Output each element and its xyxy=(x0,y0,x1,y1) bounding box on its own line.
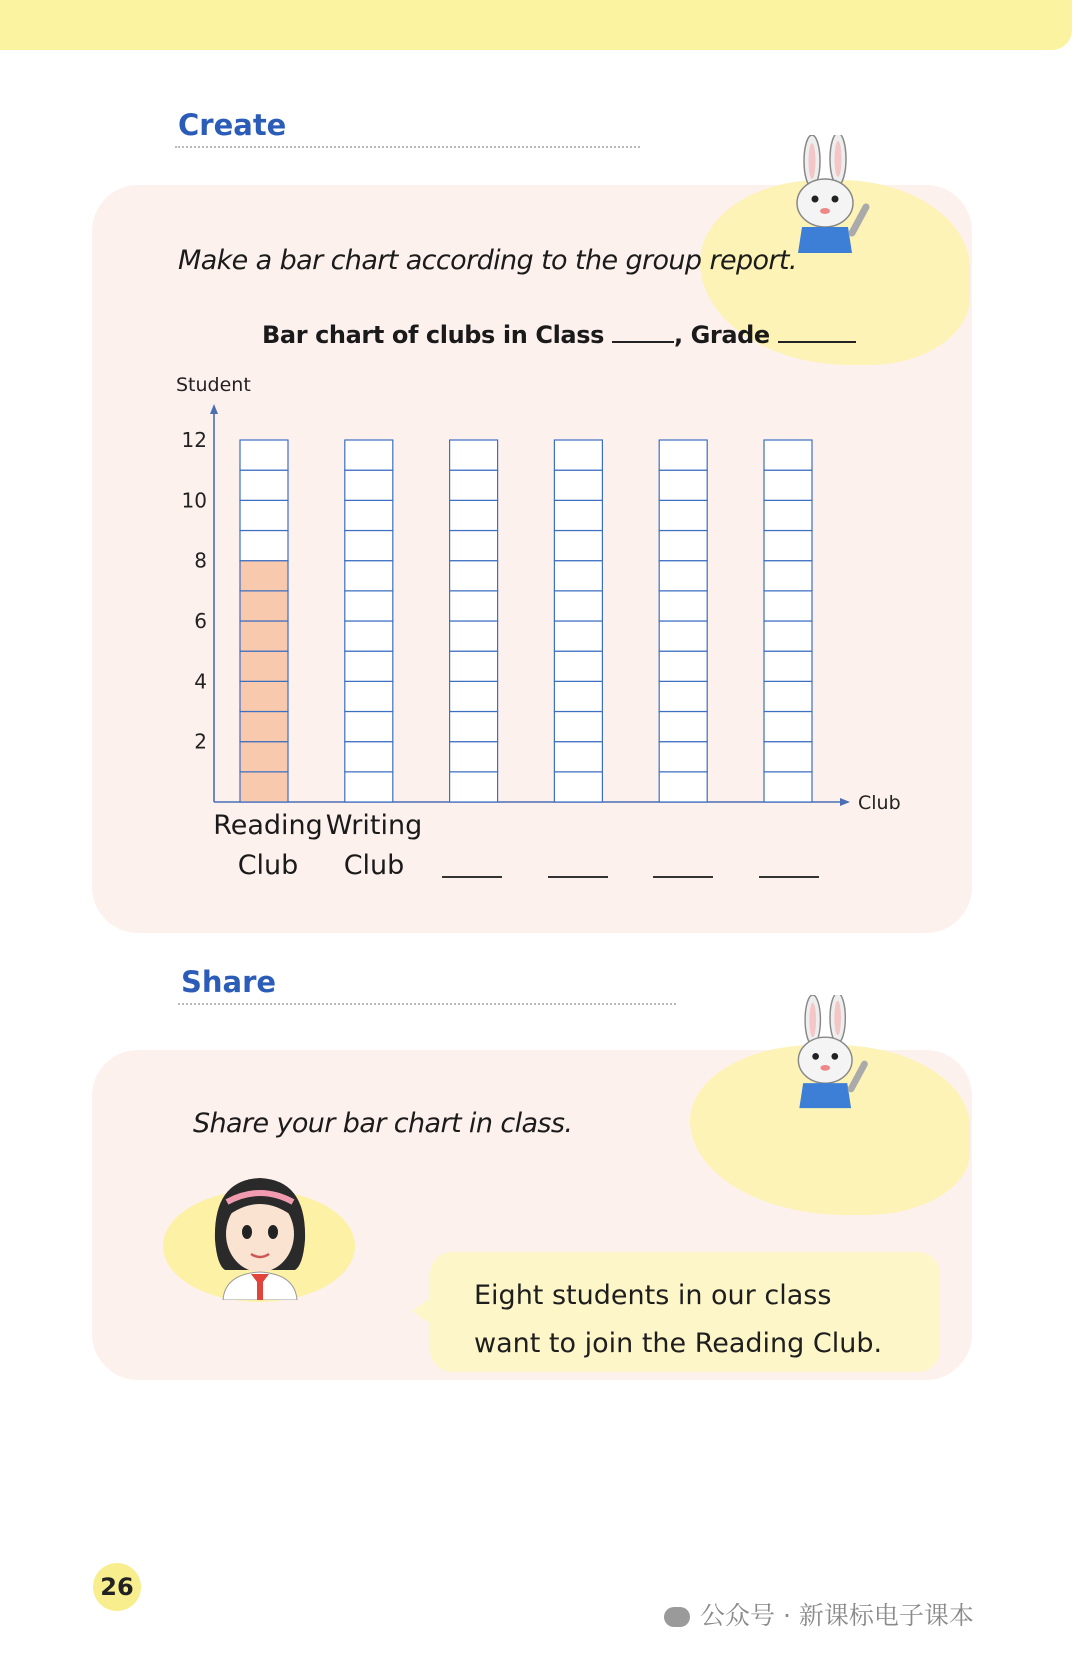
wechat-icon xyxy=(664,1607,690,1627)
bar-cell xyxy=(240,440,288,470)
bar-cell xyxy=(659,621,707,651)
y-tick-label: 8 xyxy=(194,548,207,573)
bar-cell xyxy=(450,470,498,500)
bar-cell xyxy=(450,561,498,591)
bar-cell xyxy=(345,651,393,681)
bar-cell xyxy=(764,621,812,651)
bar-cell xyxy=(554,440,602,470)
speech-text xyxy=(474,1272,882,1368)
bar-cell-filled xyxy=(240,561,288,591)
bar-cell xyxy=(450,440,498,470)
bar-cell xyxy=(345,712,393,742)
bar-cell xyxy=(450,772,498,802)
x-axis-label: Club xyxy=(858,792,901,814)
bar-cell xyxy=(450,712,498,742)
bar-cell-filled xyxy=(240,591,288,621)
bar-cell xyxy=(345,681,393,711)
bar-cell-filled xyxy=(240,651,288,681)
girl-avatar-icon xyxy=(205,1170,315,1300)
bar-cell xyxy=(764,561,812,591)
category-label-line: Writing xyxy=(325,810,423,841)
bar-cell-filled xyxy=(240,712,288,742)
category-label-line: Club xyxy=(343,850,405,881)
bar-cell xyxy=(345,500,393,530)
bar-cell xyxy=(450,500,498,530)
bar-cell xyxy=(764,772,812,802)
x-axis-arrow xyxy=(840,798,850,806)
category-blank-5[interactable] xyxy=(653,876,713,878)
bar-cell xyxy=(554,531,602,561)
bar-cell xyxy=(659,500,707,530)
bar-cell xyxy=(450,591,498,621)
bar-cell xyxy=(554,621,602,651)
bar-cell xyxy=(764,531,812,561)
bar-cell xyxy=(554,470,602,500)
bar-cell xyxy=(659,531,707,561)
speech-line-2: want to join the Reading Club. xyxy=(474,1328,883,1359)
bar-cell xyxy=(554,500,602,530)
bar-cell xyxy=(345,742,393,772)
bar-cell xyxy=(345,440,393,470)
bar-cell xyxy=(345,591,393,621)
bar-cell xyxy=(764,470,812,500)
rabbit-mascot-icon xyxy=(780,995,880,1110)
bar-cell xyxy=(554,651,602,681)
bar-cell xyxy=(764,440,812,470)
bar-cell xyxy=(554,712,602,742)
bar-cell xyxy=(345,621,393,651)
bar-cell xyxy=(345,772,393,802)
share-divider xyxy=(178,1003,676,1005)
category-label-line: Reading xyxy=(213,810,323,841)
y-tick-label: 4 xyxy=(194,669,207,694)
bar-cell xyxy=(554,591,602,621)
bar-cell xyxy=(764,651,812,681)
bar-cell xyxy=(554,772,602,802)
bar-cell xyxy=(240,470,288,500)
bar-cell xyxy=(345,531,393,561)
y-tick-label: 12 xyxy=(181,428,207,452)
bar-cell xyxy=(659,561,707,591)
chart-title-text: Bar chart of clubs in Class xyxy=(262,321,604,349)
category-label-reading-club xyxy=(212,806,324,886)
bar-cell xyxy=(764,500,812,530)
category-blank-3[interactable] xyxy=(442,876,502,878)
page-number: 26 xyxy=(93,1563,141,1611)
bar-cell xyxy=(450,621,498,651)
speech-bubble-tail xyxy=(412,1297,432,1325)
y-tick-label: 10 xyxy=(181,488,207,513)
bar-cell xyxy=(554,681,602,711)
category-label-writing-club xyxy=(321,806,427,886)
bar-cell xyxy=(554,742,602,772)
bar-cell xyxy=(659,681,707,711)
chart-title-grade: , Grade xyxy=(673,321,770,349)
watermark-text: 公众号 · 新课标电子课本 xyxy=(700,1601,974,1630)
bar-cell xyxy=(659,591,707,621)
y-tick-label: 6 xyxy=(194,609,207,633)
y-tick-label: 2 xyxy=(194,729,207,754)
bar-cell xyxy=(659,742,707,772)
bar-cell xyxy=(659,440,707,470)
bar-cell-filled xyxy=(240,621,288,651)
bar-cell-filled xyxy=(240,742,288,772)
category-blank-4[interactable] xyxy=(548,876,608,878)
bar-cell xyxy=(764,681,812,711)
y-axis-label: Student xyxy=(176,374,251,396)
bar-cell xyxy=(450,531,498,561)
bar-cell xyxy=(450,681,498,711)
category-label-line: Club xyxy=(237,850,299,881)
bar-cell xyxy=(240,500,288,530)
create-instruction: Make a bar chart according to the group report. xyxy=(178,245,797,276)
share-section-title: Share xyxy=(181,965,277,999)
bar-cell xyxy=(345,470,393,500)
watermark xyxy=(664,1596,974,1632)
bar-cell xyxy=(554,561,602,591)
bar-cell xyxy=(345,561,393,591)
bar-cell xyxy=(240,531,288,561)
speech-line-1: Eight students in our class xyxy=(474,1280,832,1311)
bar-cell xyxy=(659,651,707,681)
bar-cell xyxy=(764,591,812,621)
bar-cell xyxy=(659,772,707,802)
bar-cell xyxy=(764,712,812,742)
bar-cell xyxy=(659,470,707,500)
bar-cell-filled xyxy=(240,681,288,711)
category-blank-6[interactable] xyxy=(759,876,819,878)
bar-cell xyxy=(659,712,707,742)
y-axis-arrow xyxy=(210,404,218,414)
bar-cell xyxy=(450,742,498,772)
share-instruction: Share your bar chart in class. xyxy=(193,1108,573,1139)
bar-cell xyxy=(764,742,812,772)
create-section-title: Create xyxy=(178,108,287,142)
bar-cell xyxy=(450,651,498,681)
bar-cell-filled xyxy=(240,772,288,802)
